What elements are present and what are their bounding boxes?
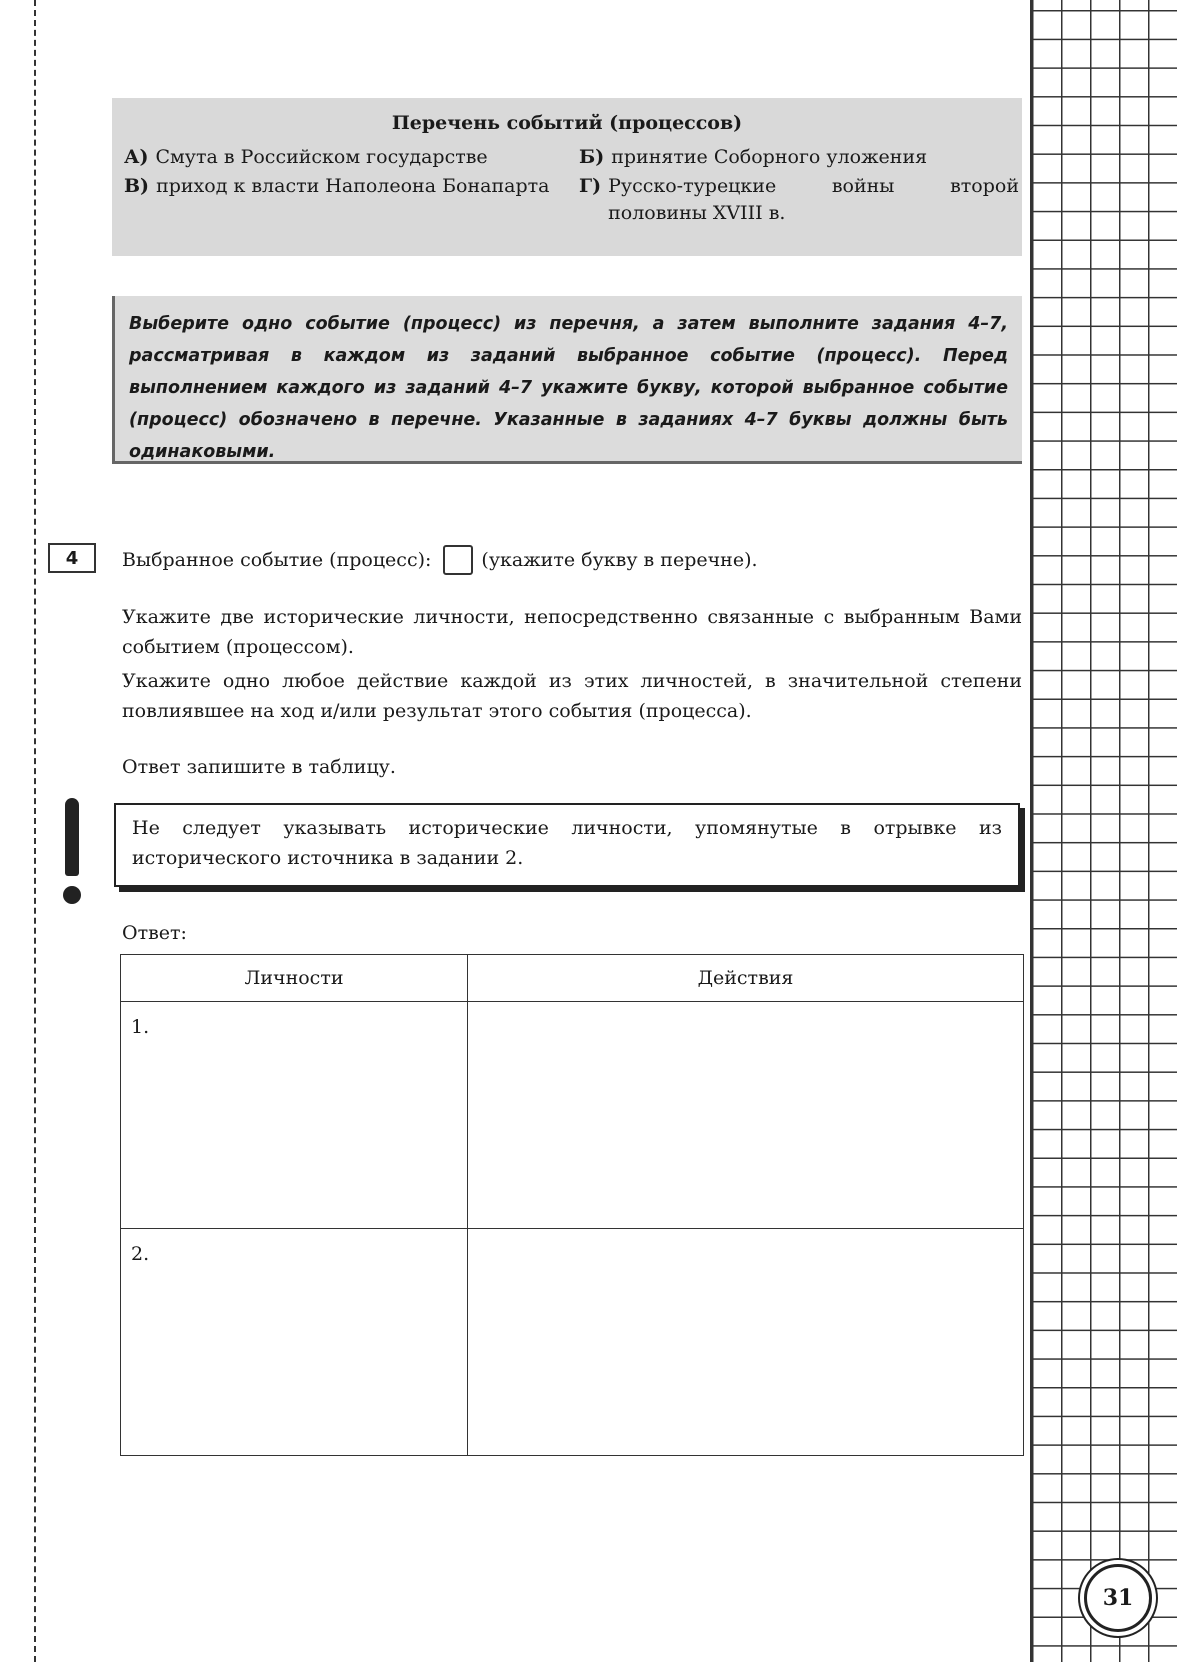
event-item-b bbox=[579, 144, 1019, 171]
event-letter: Б) bbox=[579, 146, 605, 168]
task-number-badge: 4 bbox=[48, 543, 96, 573]
exclamation-icon bbox=[60, 798, 84, 908]
selected-event-hint: (укажите букву в перечне). bbox=[481, 549, 758, 571]
header-actions: Действия bbox=[468, 955, 1024, 1002]
table-row bbox=[121, 1229, 1024, 1456]
action-cell[interactable] bbox=[468, 1229, 1024, 1456]
event-letter: В) bbox=[124, 175, 150, 197]
page-number: 31 bbox=[1084, 1564, 1152, 1632]
task-paragraph-1: Укажите две исторические личности, непосредственно связанные с выбранным Вами событием (процессом). bbox=[122, 606, 1022, 658]
event-item-v bbox=[124, 173, 569, 227]
instruction-box: Выберите одно событие (процесс) из перечня, а затем выполните задания 4–7, рассматривая в каждом из заданий выбранное событие (процесс). Перед выполнением каждого из заданий 4–7 укажите букву, которой выбранное событие (процесс) обозначено в перечне. Указанные в заданиях 4–7 буквы должны быть одинаковыми. bbox=[112, 296, 1022, 464]
event-letter: Г) bbox=[579, 175, 602, 197]
task-paragraph-2: Укажите одно любое действие каждой из этих личностей, в значительной степени повлиявшее на ход и/или результат этого события (процесса). bbox=[122, 670, 1022, 722]
cut-line bbox=[34, 0, 36, 1662]
selected-letter-input[interactable] bbox=[443, 545, 473, 575]
event-text: приход к власти Наполеона Бонапарта bbox=[156, 175, 550, 197]
header-personalities: Личности bbox=[121, 955, 468, 1002]
draft-grid bbox=[1030, 0, 1177, 1662]
event-text: Смута в Российском государстве bbox=[155, 146, 488, 168]
event-item-a bbox=[124, 144, 569, 171]
answer-table bbox=[120, 954, 1024, 1456]
answer-label: Ответ: bbox=[122, 922, 187, 944]
action-cell[interactable] bbox=[468, 1002, 1024, 1229]
event-item-g bbox=[579, 173, 1019, 227]
person-cell[interactable]: 1. bbox=[121, 1002, 468, 1229]
event-text: Русско-турецкие войны второй половины XVIII в. bbox=[608, 175, 1019, 224]
selected-event-label: Выбранное событие (процесс): bbox=[122, 549, 432, 571]
person-cell[interactable]: 2. bbox=[121, 1229, 468, 1456]
warning-note: Не следует указывать исторические личности, упомянутые в отрывке из исторического источника в задании 2. bbox=[114, 803, 1020, 887]
event-text: принятие Соборного уложения bbox=[611, 146, 928, 168]
events-grid bbox=[124, 144, 1019, 227]
events-title: Перечень событий (процессов) bbox=[391, 112, 743, 134]
events-list-box bbox=[112, 98, 1022, 256]
selected-event-line bbox=[122, 545, 758, 575]
task-paragraph-3: Ответ запишите в таблицу. bbox=[122, 756, 396, 778]
table-row bbox=[121, 1002, 1024, 1229]
table-header-row bbox=[121, 955, 1024, 1002]
event-letter: А) bbox=[124, 146, 149, 168]
